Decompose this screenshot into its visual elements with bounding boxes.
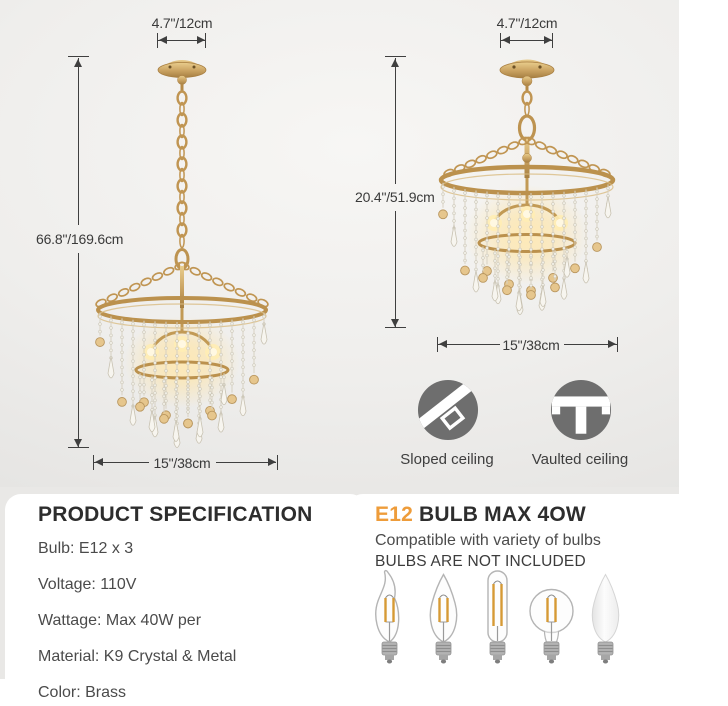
dimension-line — [395, 211, 396, 327]
dimension-label: 15"/38cm — [153, 455, 211, 471]
dimension-tick — [617, 337, 618, 352]
spec-row-color: Color: Brass — [38, 684, 127, 701]
bulb-card-title — [375, 503, 728, 527]
chain-loop — [176, 250, 188, 269]
torpedo-candelabra-bulb-icon — [417, 564, 470, 666]
arrowhead-right-icon — [544, 36, 552, 44]
right-chandelier-illustration — [439, 60, 613, 315]
dimension-label: 20.4"/51.9cm — [355, 189, 435, 205]
ceiling-canopy — [158, 60, 206, 91]
dimension-tick — [205, 33, 206, 48]
bulb-compatibility-card — [347, 494, 728, 703]
compatible-bulbs-row — [363, 564, 632, 666]
flame-tip-candelabra-bulb-icon — [363, 564, 416, 666]
arrowhead-right-icon — [608, 340, 616, 348]
product-info-section — [0, 487, 679, 701]
bulb-card-subtitle: Compatible with variety of bulbs — [375, 532, 601, 549]
bulbs-not-included-note: BULBS ARE NOT INCLUDED — [375, 553, 586, 570]
spec-row-bulb: Bulb: E12 x 3 — [38, 540, 134, 557]
bulb-card-title-rest: BULB MAX 4OW — [412, 503, 586, 526]
dimension-line — [216, 462, 276, 463]
arrowhead-down-icon — [74, 439, 82, 447]
arrowhead-left-icon — [159, 36, 167, 44]
product-specification-card — [5, 494, 366, 703]
dimension-tick — [385, 327, 406, 328]
vaulted-ceiling-icon — [550, 379, 612, 441]
dimension-tick — [552, 33, 553, 48]
arrowhead-left-icon — [95, 458, 103, 466]
dimension-tick — [68, 447, 89, 448]
arrowhead-right-icon — [197, 36, 205, 44]
tubular-bulb-icon — [471, 564, 524, 666]
arrowhead-left-icon — [439, 340, 447, 348]
frosted-candle-bulb-icon — [579, 564, 632, 666]
dimension-line — [78, 58, 79, 225]
sloped-ceiling-icon — [417, 379, 479, 441]
vaulted-ceiling-label: Vaulted ceiling — [531, 451, 629, 468]
arrowhead-right-icon — [268, 458, 276, 466]
spec-row-material: Material: K9 Crystal & Metal — [38, 648, 237, 665]
arrowhead-left-icon — [502, 36, 510, 44]
arrowhead-down-icon — [391, 319, 399, 327]
ceiling-canopy — [500, 60, 554, 93]
sloped-ceiling-label: Sloped ceiling — [400, 451, 494, 468]
arrowhead-up-icon — [391, 59, 399, 67]
dimension-label: 15''/38cm — [502, 337, 560, 353]
dimension-label: 4.7"/12cm — [496, 15, 558, 31]
spec-card-title: PRODUCT SPECIFICATION — [38, 503, 313, 526]
dimension-label: 4.7"/12cm — [151, 15, 213, 31]
dimension-line — [395, 58, 396, 184]
dimension-line — [438, 344, 500, 345]
left-chandelier-illustration — [95, 60, 269, 447]
arrowhead-up-icon — [74, 59, 82, 67]
spec-row-wattage: Wattage: Max 40W per — [38, 612, 202, 629]
spec-row-voltage: Voltage: 110V — [38, 576, 137, 593]
dimension-tick — [277, 455, 278, 470]
hanging-chain — [178, 92, 187, 248]
bulb-socket-type: E12 — [375, 503, 413, 526]
hanging-chain — [523, 92, 532, 116]
chain-loop — [520, 116, 535, 140]
dimension-line — [78, 253, 79, 447]
dimension-label: 66.8"/169.6cm — [36, 231, 124, 247]
globe-bulb-icon — [525, 564, 578, 666]
